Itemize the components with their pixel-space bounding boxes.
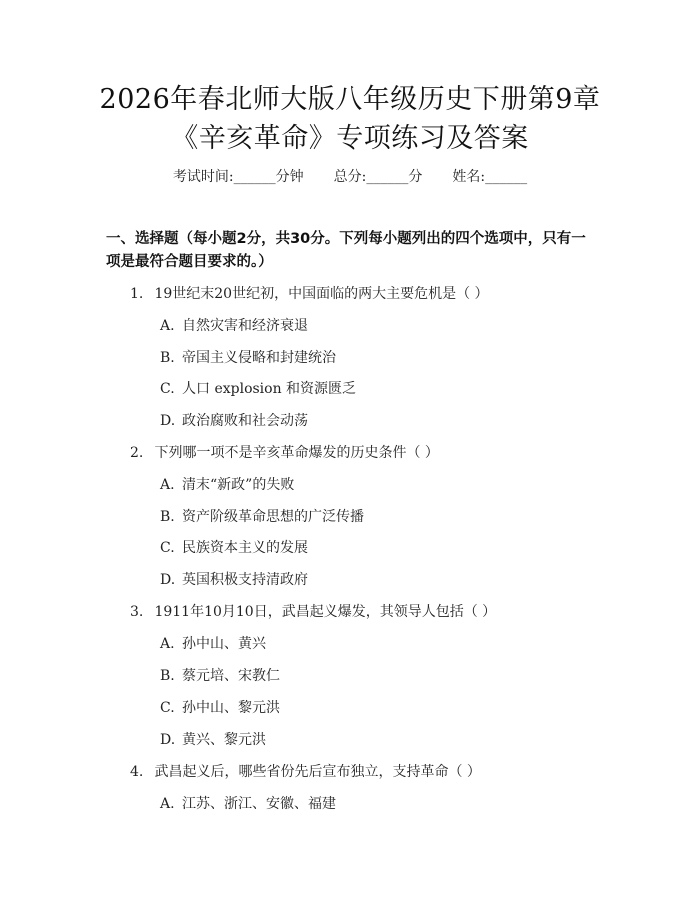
exam-time-field: 考试时间:______分钟 bbox=[172, 169, 304, 185]
question-1-option-d[interactable]: D. 政治腐败和社会动荡 bbox=[160, 413, 308, 429]
question-2-option-d[interactable]: D. 英国积极支持清政府 bbox=[160, 572, 308, 588]
question-text: 下列哪一项不是辛亥革命爆发的历史条件（ ） bbox=[154, 445, 439, 461]
total-score-field: 总分:______分 bbox=[333, 169, 423, 185]
document-title-line-1: 2026年春北师大版八年级历史下册第9章 bbox=[99, 84, 601, 115]
question-2-option-a[interactable]: A. 清末“新政”的失败 bbox=[160, 477, 295, 493]
question-1-option-b[interactable]: B. 帝国主义侵略和封建统治 bbox=[160, 350, 336, 366]
question-4 bbox=[130, 761, 481, 781]
question-2-option-c[interactable]: C. 民族资本主义的发展 bbox=[160, 540, 308, 556]
question-3 bbox=[130, 601, 496, 621]
question-1-option-a[interactable]: A. 自然灾害和经济衰退 bbox=[160, 318, 308, 334]
document-title-line-2: 《辛亥革命》专项练习及答案 bbox=[171, 123, 529, 154]
question-number: 2. bbox=[130, 445, 144, 461]
section-heading: 一、选择题（每小题2分，共30分。下列每小题列出的四个选项中，只有一项是最符合题目要求的。） bbox=[106, 231, 586, 270]
question-2-option-b[interactable]: B. 资产阶级革命思想的广泛传播 bbox=[160, 509, 364, 525]
exam-info bbox=[0, 166, 700, 186]
question-3-option-a[interactable]: A. 孙中山、黄兴 bbox=[160, 636, 266, 652]
question-number: 3. bbox=[130, 604, 144, 620]
question-text: 武昌起义后，哪些省份先后宣布独立，支持革命（ ） bbox=[154, 764, 481, 780]
question-4-option-a[interactable]: A. 江苏、浙江、安徽、福建 bbox=[160, 796, 336, 812]
question-3-option-d[interactable]: D. 黄兴、黎元洪 bbox=[160, 732, 266, 748]
question-3-option-c[interactable]: C. 孙中山、黎元洪 bbox=[160, 700, 280, 716]
question-text: 19世纪末20世纪初，中国面临的两大主要危机是（ ） bbox=[154, 286, 489, 302]
question-3-option-b[interactable]: B. 蔡元培、宋教仁 bbox=[160, 668, 280, 684]
student-name-field: 姓名:______ bbox=[452, 169, 528, 185]
question-1-option-c[interactable]: C. 人口 explosion 和资源匮乏 bbox=[160, 381, 357, 397]
question-2 bbox=[130, 442, 439, 462]
question-number: 4. bbox=[130, 764, 144, 780]
question-number: 1. bbox=[130, 286, 144, 302]
question-text: 1911年10月10日，武昌起义爆发，其领导人包括（ ） bbox=[154, 604, 497, 620]
question-1 bbox=[130, 283, 489, 303]
